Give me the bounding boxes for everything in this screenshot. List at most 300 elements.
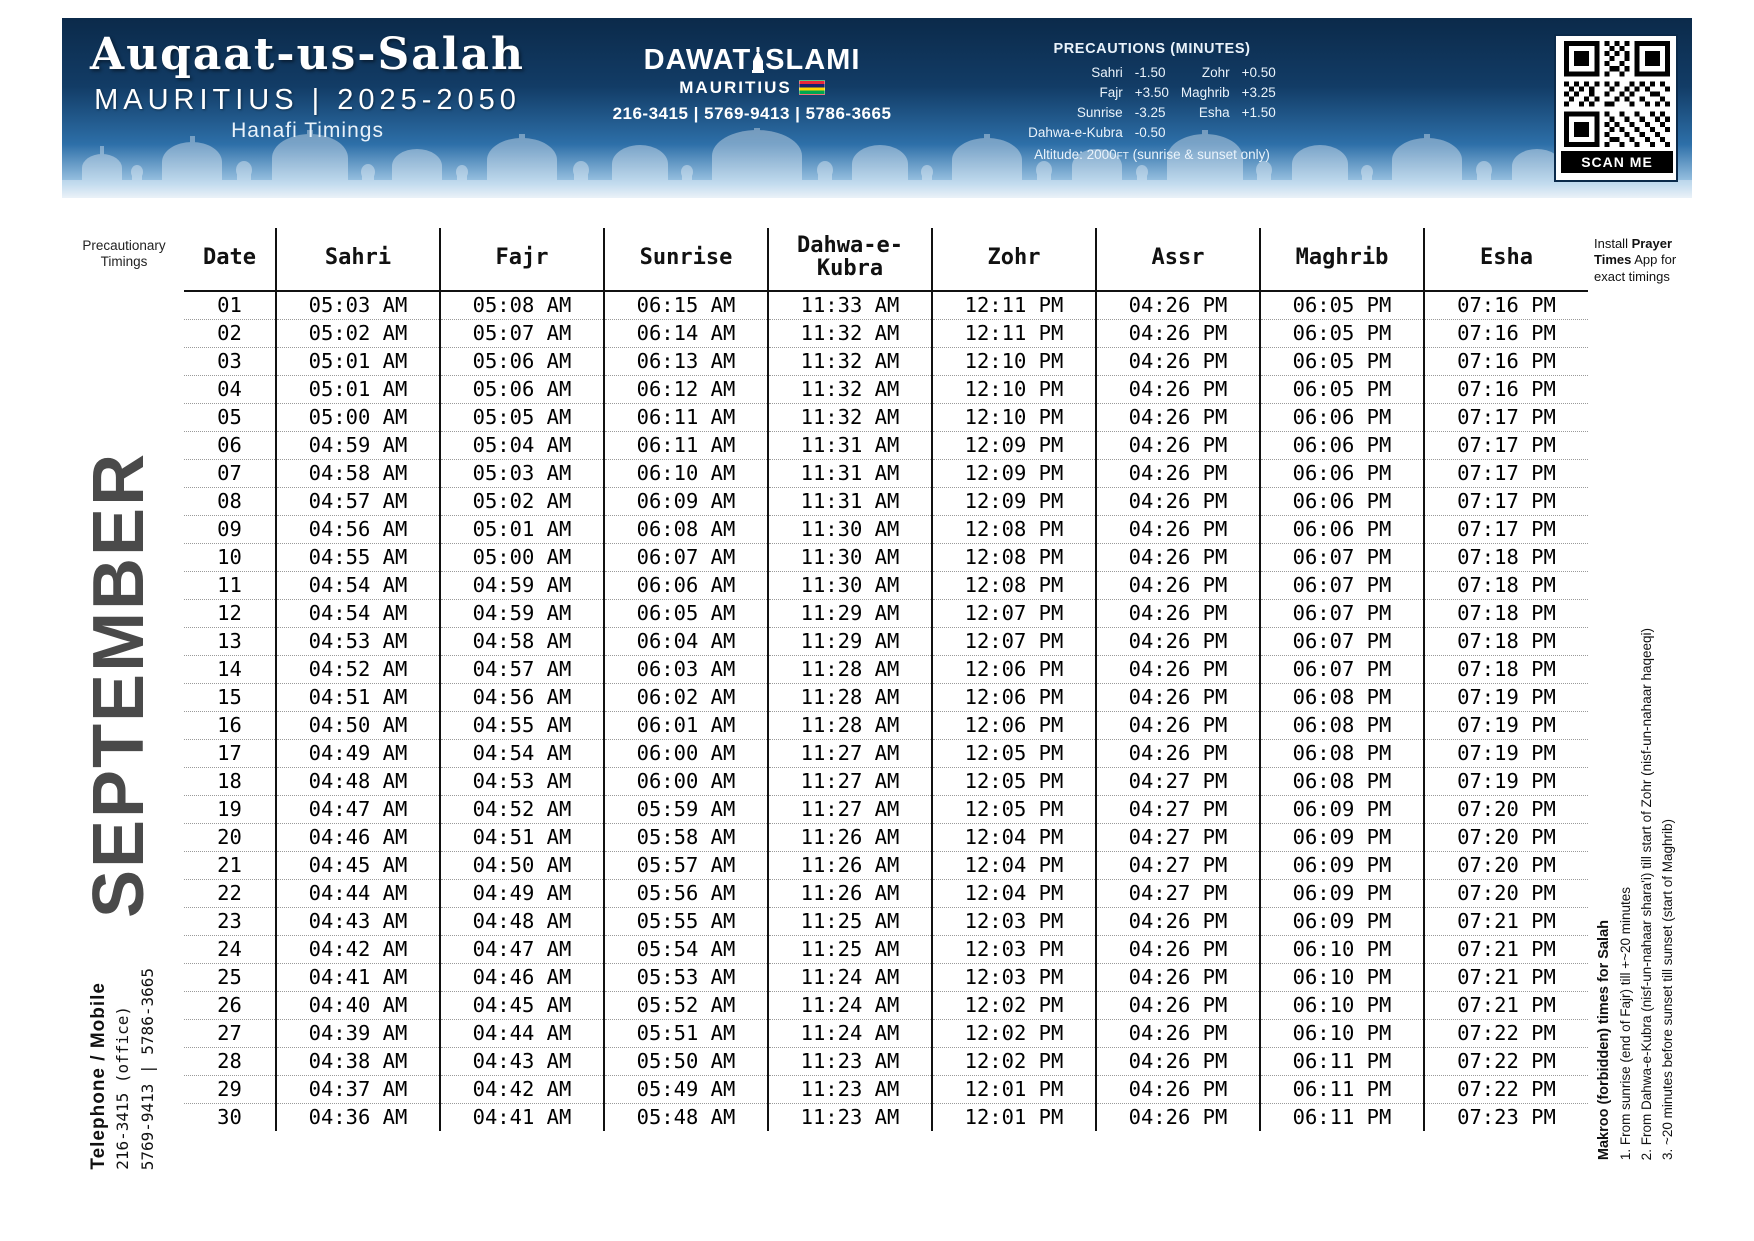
cell-esha: 07:20 PM bbox=[1424, 852, 1588, 880]
cell-sunrise: 06:07 AM bbox=[604, 544, 768, 572]
cell-dahwa-e-kubra: 11:27 AM bbox=[768, 796, 932, 824]
qr-code-icon bbox=[1561, 41, 1673, 147]
cell-assr: 04:26 PM bbox=[1096, 712, 1260, 740]
precautions-panel bbox=[942, 40, 1362, 165]
cell-sunrise: 05:57 AM bbox=[604, 852, 768, 880]
makroo-item-3: 3. ~20 minutes before sunset till sunset (start of Maghrib) bbox=[1660, 818, 1675, 1160]
cell-fajr: 04:45 AM bbox=[440, 992, 604, 1020]
cell-fajr: 05:04 AM bbox=[440, 432, 604, 460]
cell-sahri: 04:36 AM bbox=[276, 1104, 440, 1132]
table-row bbox=[184, 544, 1588, 572]
cell-zohr: 12:07 PM bbox=[932, 628, 1096, 656]
table-row bbox=[184, 348, 1588, 376]
cell-sahri: 04:40 AM bbox=[276, 992, 440, 1020]
cell-fajr: 04:56 AM bbox=[440, 684, 604, 712]
cell-sahri: 04:46 AM bbox=[276, 824, 440, 852]
cell-dahwa-e-kubra: 11:32 AM bbox=[768, 404, 932, 432]
cell-assr: 04:26 PM bbox=[1096, 740, 1260, 768]
cell-zohr: 12:03 PM bbox=[932, 964, 1096, 992]
column-header-sunrise: Sunrise bbox=[604, 228, 768, 291]
lantern-icon bbox=[751, 47, 765, 71]
cell-maghrib: 06:08 PM bbox=[1260, 684, 1424, 712]
table-row bbox=[184, 908, 1588, 936]
column-header-zohr: Zohr bbox=[932, 228, 1096, 291]
scan-me-label: SCAN ME bbox=[1561, 151, 1673, 173]
cell-maghrib: 06:06 PM bbox=[1260, 404, 1424, 432]
cell-fajr: 04:51 AM bbox=[440, 824, 604, 852]
cell-esha: 07:19 PM bbox=[1424, 740, 1588, 768]
cell-assr: 04:26 PM bbox=[1096, 432, 1260, 460]
cell-maghrib: 06:07 PM bbox=[1260, 600, 1424, 628]
cell-esha: 07:23 PM bbox=[1457, 1105, 1556, 1130]
cell-assr: 04:26 PM bbox=[1096, 656, 1260, 684]
cell-date: 18 bbox=[184, 768, 276, 796]
cell-esha: 07:18 PM bbox=[1424, 600, 1588, 628]
cell-dahwa-e-kubra: 11:25 AM bbox=[768, 936, 932, 964]
precautions-table bbox=[1022, 63, 1282, 144]
precautions-row bbox=[1022, 63, 1282, 83]
table-row bbox=[184, 712, 1588, 740]
cell-zohr: 12:11 PM bbox=[932, 320, 1096, 348]
altitude-unit: FT bbox=[1116, 151, 1129, 163]
makroo-item-1: 1. From sunrise (end of Fajr) till +~20 minutes bbox=[1618, 886, 1633, 1160]
cell-sunrise: 05:54 AM bbox=[604, 936, 768, 964]
cell-maghrib: 06:07 PM bbox=[1260, 544, 1424, 572]
cell-zohr: 12:03 PM bbox=[932, 908, 1096, 936]
cell-zohr: 12:09 PM bbox=[932, 460, 1096, 488]
install-note-prefix: Install bbox=[1594, 236, 1632, 251]
precaution-value: -0.50 bbox=[1134, 125, 1166, 141]
cell-esha: 07:16 PM bbox=[1424, 320, 1588, 348]
cell-esha: 07:20 PM bbox=[1424, 824, 1588, 852]
cell-zohr: 12:04 PM bbox=[932, 824, 1096, 852]
brand-name-part2: SLAMI bbox=[765, 44, 861, 76]
cell-assr: 04:26 PM bbox=[1096, 376, 1260, 404]
page-title-group bbox=[90, 29, 526, 143]
cell-esha: 07:19 PM bbox=[1424, 684, 1588, 712]
table-row bbox=[184, 600, 1588, 628]
cell-zohr: 12:04 PM bbox=[932, 880, 1096, 908]
cell-zohr: 12:02 PM bbox=[932, 992, 1096, 1020]
cell-sunrise: 05:48 AM bbox=[604, 1104, 768, 1132]
cell-zohr: 12:08 PM bbox=[932, 544, 1096, 572]
cell-assr: 04:26 PM bbox=[1096, 404, 1260, 432]
cell-zohr: 12:06 PM bbox=[932, 712, 1096, 740]
cell-zohr: 12:02 PM bbox=[932, 1048, 1096, 1076]
cell-sunrise: 05:58 AM bbox=[604, 824, 768, 852]
cell-maghrib: 06:09 PM bbox=[1260, 880, 1424, 908]
cell-dahwa-e-kubra: 11:23 AM bbox=[768, 1048, 932, 1076]
cell-sunrise: 05:49 AM bbox=[604, 1076, 768, 1104]
cell-sunrise: 06:15 AM bbox=[604, 291, 768, 320]
cell-dahwa-e-kubra: 11:31 AM bbox=[768, 488, 932, 516]
cell-sunrise: 06:14 AM bbox=[604, 320, 768, 348]
cell-date: 24 bbox=[184, 936, 276, 964]
makroo-item-2: 2. From Dahwa-e-Kubra (nisf-un-nahaar shara'i) till start of Zohr (nisf-un-nahaar haqeeqi) bbox=[1639, 627, 1654, 1160]
cell-esha: 07:18 PM bbox=[1424, 656, 1588, 684]
cell-zohr: 12:06 PM bbox=[932, 684, 1096, 712]
cell-sahri: 04:57 AM bbox=[276, 488, 440, 516]
cell-fajr: 04:42 AM bbox=[440, 1076, 604, 1104]
cell-sunrise: 06:00 AM bbox=[604, 740, 768, 768]
cell-fajr: 05:02 AM bbox=[440, 488, 604, 516]
table-row bbox=[184, 516, 1588, 544]
cell-sahri: 04:45 AM bbox=[276, 852, 440, 880]
cell-date: 22 bbox=[184, 880, 276, 908]
cell-sunrise: 05:51 AM bbox=[604, 1020, 768, 1048]
cell-fajr: 04:49 AM bbox=[440, 880, 604, 908]
cell-esha: 07:19 PM bbox=[1424, 768, 1588, 796]
cell-maghrib: 06:11 PM bbox=[1260, 1076, 1424, 1104]
table-row bbox=[184, 572, 1588, 600]
cell-sunrise: 05:53 AM bbox=[604, 964, 768, 992]
qr-code-box[interactable] bbox=[1554, 34, 1678, 182]
cell-sunrise: 05:52 AM bbox=[604, 992, 768, 1020]
cell-dahwa-e-kubra: 11:32 AM bbox=[768, 348, 932, 376]
cell-dahwa-e-kubra: 11:25 AM bbox=[768, 908, 932, 936]
cell-maghrib: 06:06 PM bbox=[1260, 488, 1424, 516]
precaution-value-2: +1.50 bbox=[1241, 105, 1276, 120]
cell-date: 20 bbox=[184, 824, 276, 852]
cell-date: 14 bbox=[184, 656, 276, 684]
cell-esha: 07:21 PM bbox=[1424, 908, 1588, 936]
cell-maghrib: 06:08 PM bbox=[1260, 768, 1424, 796]
precaution-label: Sahri bbox=[1091, 64, 1123, 80]
brand-region bbox=[602, 78, 902, 98]
cell-sahri: 04:42 AM bbox=[276, 936, 440, 964]
cell-esha: 07:17 PM bbox=[1424, 516, 1588, 544]
cell-date: 06 bbox=[184, 432, 276, 460]
cell-sahri: 04:50 AM bbox=[276, 712, 440, 740]
cell-sunrise: 06:11 AM bbox=[604, 432, 768, 460]
cell-date: 25 bbox=[184, 964, 276, 992]
cell-sahri: 05:01 AM bbox=[276, 348, 440, 376]
table-row bbox=[184, 432, 1588, 460]
cell-zohr: 12:11 PM bbox=[932, 291, 1096, 320]
table-header-row bbox=[184, 228, 1588, 291]
cell-sunrise: 06:13 AM bbox=[604, 348, 768, 376]
cell-zohr: 12:10 PM bbox=[932, 376, 1096, 404]
precautionary-timings-line2: Timings bbox=[100, 254, 148, 270]
cell-date: 04 bbox=[184, 376, 276, 404]
table-row bbox=[184, 824, 1588, 852]
precautionary-timings-line1: Precautionary bbox=[82, 238, 166, 253]
cell-assr: 04:26 PM bbox=[1096, 291, 1260, 320]
prayer-times-table bbox=[184, 228, 1588, 1131]
table-row bbox=[184, 964, 1588, 992]
cell-sunrise: 06:10 AM bbox=[604, 460, 768, 488]
cell-assr: 04:26 PM bbox=[1096, 684, 1260, 712]
cell-zohr: 12:03 PM bbox=[932, 936, 1096, 964]
mauritius-flag-icon bbox=[799, 80, 825, 95]
cell-sunrise: 05:59 AM bbox=[604, 796, 768, 824]
cell-sahri: 05:01 AM bbox=[276, 376, 440, 404]
precaution-label: Fajr bbox=[1099, 84, 1123, 100]
column-header-assr: Assr bbox=[1096, 228, 1260, 291]
column-header-sahri: Sahri bbox=[276, 228, 440, 291]
cell-date: 12 bbox=[184, 600, 276, 628]
table-row bbox=[184, 740, 1588, 768]
precaution-value: -3.25 bbox=[1134, 105, 1166, 120]
column-header-maghrib: Maghrib bbox=[1260, 228, 1424, 291]
install-note-app-name: Prayer Times bbox=[1594, 236, 1673, 268]
timings-note: Hanafi Timings bbox=[231, 119, 384, 143]
cell-sahri: 04:58 AM bbox=[276, 460, 440, 488]
cell-sahri: 04:52 AM bbox=[276, 656, 440, 684]
cell-sahri: 04:56 AM bbox=[276, 516, 440, 544]
precaution-label-2: Esha bbox=[1198, 105, 1230, 120]
cell-sahri: 04:41 AM bbox=[276, 964, 440, 992]
precautions-title: PRECAUTIONS (MINUTES) bbox=[1053, 41, 1251, 57]
precaution-value-2: +3.25 bbox=[1241, 84, 1276, 100]
cell-maghrib: 06:06 PM bbox=[1260, 460, 1424, 488]
cell-zohr: 12:09 PM bbox=[932, 488, 1096, 516]
contact-title: Telephone / Mobile bbox=[88, 982, 109, 1170]
cell-sahri: 04:38 AM bbox=[276, 1048, 440, 1076]
precautions-row bbox=[1022, 123, 1282, 143]
cell-sahri: 04:54 AM bbox=[276, 600, 440, 628]
cell-maghrib: 06:10 PM bbox=[1260, 1020, 1424, 1048]
cell-esha: 07:17 PM bbox=[1424, 432, 1588, 460]
cell-dahwa-e-kubra: 11:31 AM bbox=[768, 432, 932, 460]
cell-assr: 04:26 PM bbox=[1096, 628, 1260, 656]
contact-office-number: 216-3415 (office) bbox=[113, 1006, 132, 1170]
cell-maghrib: 06:10 PM bbox=[1260, 992, 1424, 1020]
page-title: Auqaat-us-Salah bbox=[90, 29, 526, 80]
cell-assr: 04:26 PM bbox=[1096, 992, 1260, 1020]
cell-sahri: 05:02 AM bbox=[276, 320, 440, 348]
table-row bbox=[184, 291, 1588, 320]
precaution-label: Dahwa-e-Kubra bbox=[1028, 125, 1123, 141]
table-row bbox=[184, 404, 1588, 432]
cell-assr: 04:26 PM bbox=[1096, 1020, 1260, 1048]
cell-date: 02 bbox=[184, 320, 276, 348]
cell-dahwa-e-kubra: 11:33 AM bbox=[768, 291, 932, 320]
cell-esha: 07:17 PM bbox=[1424, 488, 1588, 516]
header-banner bbox=[62, 18, 1692, 198]
cell-sahri: 04:43 AM bbox=[276, 908, 440, 936]
cell-maghrib: 06:05 PM bbox=[1260, 291, 1424, 320]
cell-sahri: 04:37 AM bbox=[276, 1076, 440, 1104]
cell-fajr: 05:06 AM bbox=[440, 376, 604, 404]
cell-dahwa-e-kubra: 11:32 AM bbox=[768, 320, 932, 348]
brand-phone-numbers: 216-3415 | 5769-9413 | 5786-3665 bbox=[612, 104, 892, 123]
cell-fajr: 04:52 AM bbox=[440, 796, 604, 824]
cell-maghrib: 06:05 PM bbox=[1260, 348, 1424, 376]
cell-dahwa-e-kubra: 11:30 AM bbox=[768, 544, 932, 572]
cell-zohr: 12:01 PM bbox=[932, 1076, 1096, 1104]
page-subtitle: MAURITIUS | 2025-2050 bbox=[94, 84, 521, 117]
cell-esha: 07:21 PM bbox=[1424, 992, 1588, 1020]
cell-fajr: 04:50 AM bbox=[440, 852, 604, 880]
precaution-value-2 bbox=[1236, 123, 1282, 143]
cell-esha: 07:20 PM bbox=[1424, 796, 1588, 824]
cell-fajr: 05:03 AM bbox=[440, 460, 604, 488]
cell-maghrib: 06:10 PM bbox=[1260, 936, 1424, 964]
brand-name bbox=[644, 44, 861, 77]
cell-fajr: 04:59 AM bbox=[440, 600, 604, 628]
cell-fajr: 04:55 AM bbox=[440, 712, 604, 740]
cell-sunrise: 06:12 AM bbox=[604, 376, 768, 404]
cell-maghrib: 06:09 PM bbox=[1260, 824, 1424, 852]
cell-dahwa-e-kubra: 11:27 AM bbox=[768, 768, 932, 796]
precaution-value-2: +0.50 bbox=[1241, 64, 1276, 80]
cell-date: 19 bbox=[184, 796, 276, 824]
cell-maghrib: 06:05 PM bbox=[1260, 376, 1424, 404]
cell-sunrise: 06:06 AM bbox=[604, 572, 768, 600]
cell-esha: 07:17 PM bbox=[1424, 404, 1588, 432]
cell-assr: 04:27 PM bbox=[1096, 796, 1260, 824]
cell-dahwa-e-kubra: 11:30 AM bbox=[768, 516, 932, 544]
cell-date: 27 bbox=[184, 1020, 276, 1048]
cell-fajr: 04:41 AM bbox=[440, 1104, 604, 1132]
cell-sunrise: 06:11 AM bbox=[604, 404, 768, 432]
cell-assr: 04:27 PM bbox=[1096, 852, 1260, 880]
cell-date: 21 bbox=[184, 852, 276, 880]
cell-fajr: 04:43 AM bbox=[440, 1048, 604, 1076]
precautionary-timings-label bbox=[72, 238, 176, 270]
cell-dahwa-e-kubra: 11:29 AM bbox=[768, 600, 932, 628]
cell-sunrise: 05:56 AM bbox=[604, 880, 768, 908]
cell-maghrib: 06:08 PM bbox=[1260, 712, 1424, 740]
column-header-fajr: Fajr bbox=[440, 228, 604, 291]
cell-maghrib: 06:11 PM bbox=[1260, 1104, 1424, 1132]
cell-fajr: 04:57 AM bbox=[440, 656, 604, 684]
cell-maghrib: 06:11 PM bbox=[1260, 1048, 1424, 1076]
table-row bbox=[184, 684, 1588, 712]
precautions-row bbox=[1022, 103, 1282, 123]
cell-fajr: 04:48 AM bbox=[440, 908, 604, 936]
table-row bbox=[184, 488, 1588, 516]
precaution-label-2: Maghrib bbox=[1180, 84, 1230, 100]
table-row bbox=[184, 460, 1588, 488]
cell-date: 03 bbox=[184, 348, 276, 376]
cell-fajr: 05:01 AM bbox=[440, 516, 604, 544]
cell-assr: 04:26 PM bbox=[1096, 600, 1260, 628]
cell-date: 29 bbox=[184, 1076, 276, 1104]
cell-fajr: 04:44 AM bbox=[440, 1020, 604, 1048]
cell-dahwa-e-kubra: 11:24 AM bbox=[768, 964, 932, 992]
cell-zohr: 12:05 PM bbox=[932, 768, 1096, 796]
cell-esha: 07:18 PM bbox=[1424, 628, 1588, 656]
cell-dahwa-e-kubra: 11:29 AM bbox=[768, 628, 932, 656]
cell-esha: 07:16 PM bbox=[1424, 348, 1588, 376]
precaution-label-2 bbox=[1175, 123, 1236, 143]
cell-assr: 04:26 PM bbox=[1096, 1104, 1260, 1132]
cell-assr: 04:26 PM bbox=[1096, 572, 1260, 600]
cell-dahwa-e-kubra: 11:27 AM bbox=[768, 740, 932, 768]
cell-sahri: 04:39 AM bbox=[276, 1020, 440, 1048]
cell-date: 26 bbox=[184, 992, 276, 1020]
cell-zohr: 12:08 PM bbox=[932, 516, 1096, 544]
cell-dahwa-e-kubra: 11:24 AM bbox=[768, 1020, 932, 1048]
table-row bbox=[184, 320, 1588, 348]
cell-sahri: 04:53 AM bbox=[276, 628, 440, 656]
cell-sunrise: 06:08 AM bbox=[604, 516, 768, 544]
cell-date: 17 bbox=[184, 740, 276, 768]
cell-esha: 07:22 PM bbox=[1424, 1048, 1588, 1076]
cell-esha: 07:18 PM bbox=[1424, 572, 1588, 600]
cell-esha: 07:16 PM bbox=[1424, 376, 1588, 404]
cell-zohr: 12:09 PM bbox=[932, 432, 1096, 460]
cell-sahri: 04:47 AM bbox=[276, 796, 440, 824]
cell-date: 13 bbox=[184, 628, 276, 656]
cell-fajr: 04:54 AM bbox=[440, 740, 604, 768]
cell-maghrib: 06:06 PM bbox=[1260, 432, 1424, 460]
cell-dahwa-e-kubra: 11:28 AM bbox=[768, 712, 932, 740]
cell-maghrib: 06:09 PM bbox=[1260, 852, 1424, 880]
cell-fajr: 05:07 AM bbox=[440, 320, 604, 348]
cell-dahwa-e-kubra: 11:24 AM bbox=[768, 992, 932, 1020]
cell-fajr: 05:05 AM bbox=[440, 404, 604, 432]
cell-maghrib: 06:07 PM bbox=[1260, 656, 1424, 684]
precaution-value: -1.50 bbox=[1134, 64, 1166, 80]
column-header-esha: Esha bbox=[1424, 228, 1588, 291]
prayer-times-table-wrap bbox=[184, 228, 1588, 1131]
table-row bbox=[184, 1048, 1588, 1076]
cell-sahri: 04:48 AM bbox=[276, 768, 440, 796]
cell-maghrib: 06:07 PM bbox=[1260, 628, 1424, 656]
cell-esha: 07:19 PM bbox=[1424, 712, 1588, 740]
install-app-note bbox=[1594, 236, 1698, 285]
cell-zohr: 12:08 PM bbox=[932, 572, 1096, 600]
cell-sahri: 04:44 AM bbox=[276, 880, 440, 908]
precaution-value: +3.50 bbox=[1134, 84, 1169, 100]
cell-esha: 07:20 PM bbox=[1424, 880, 1588, 908]
install-note-suffix: App for exact timings bbox=[1594, 252, 1677, 284]
precautions-row bbox=[1022, 83, 1282, 103]
cell-assr: 04:26 PM bbox=[1096, 964, 1260, 992]
cell-zohr: 12:06 PM bbox=[932, 656, 1096, 684]
cell-dahwa-e-kubra: 11:26 AM bbox=[768, 824, 932, 852]
cell-dahwa-e-kubra: 11:28 AM bbox=[768, 684, 932, 712]
precaution-label: Sunrise bbox=[1076, 105, 1123, 120]
contact-mobile-numbers: 5769-9413 | 5786-3665 bbox=[138, 967, 157, 1170]
altitude-suffix: (sunrise & sunset only) bbox=[1128, 147, 1270, 163]
cell-maghrib: 06:10 PM bbox=[1260, 964, 1424, 992]
cell-assr: 04:27 PM bbox=[1096, 768, 1260, 796]
cell-sahri: 05:00 AM bbox=[276, 404, 440, 432]
cell-esha: 07:22 PM bbox=[1424, 1076, 1588, 1104]
cell-zohr: 12:05 PM bbox=[932, 740, 1096, 768]
cell-assr: 04:26 PM bbox=[1096, 936, 1260, 964]
month-label: SEPTEMBER bbox=[79, 451, 159, 919]
column-header-dahwa-e-kubra: Dahwa-e-Kubra bbox=[768, 228, 932, 291]
cell-assr: 04:26 PM bbox=[1096, 348, 1260, 376]
table-row bbox=[184, 656, 1588, 684]
precaution-label-2: Zohr bbox=[1201, 64, 1230, 80]
cell-date: 30 bbox=[184, 1104, 276, 1132]
cell-assr: 04:26 PM bbox=[1096, 1048, 1260, 1076]
table-body bbox=[184, 291, 1588, 1131]
cell-date: 09 bbox=[184, 516, 276, 544]
table-row bbox=[184, 628, 1588, 656]
cell-fajr: 05:06 AM bbox=[440, 348, 604, 376]
cell-sunrise: 06:09 AM bbox=[604, 488, 768, 516]
brand-region-label: MAURITIUS bbox=[679, 78, 792, 97]
cell-maghrib: 06:09 PM bbox=[1260, 796, 1424, 824]
cell-sahri: 05:03 AM bbox=[276, 291, 440, 320]
cell-date: 15 bbox=[184, 684, 276, 712]
cell-dahwa-e-kubra: 11:23 AM bbox=[768, 1104, 932, 1132]
cell-esha: 07:22 PM bbox=[1424, 1020, 1588, 1048]
cell-zohr: 12:10 PM bbox=[932, 348, 1096, 376]
table-row bbox=[184, 992, 1588, 1020]
cell-zohr: 12:10 PM bbox=[932, 404, 1096, 432]
cell-dahwa-e-kubra: 11:26 AM bbox=[768, 880, 932, 908]
cell-sunrise: 06:01 AM bbox=[604, 712, 768, 740]
table-row bbox=[184, 1020, 1588, 1048]
